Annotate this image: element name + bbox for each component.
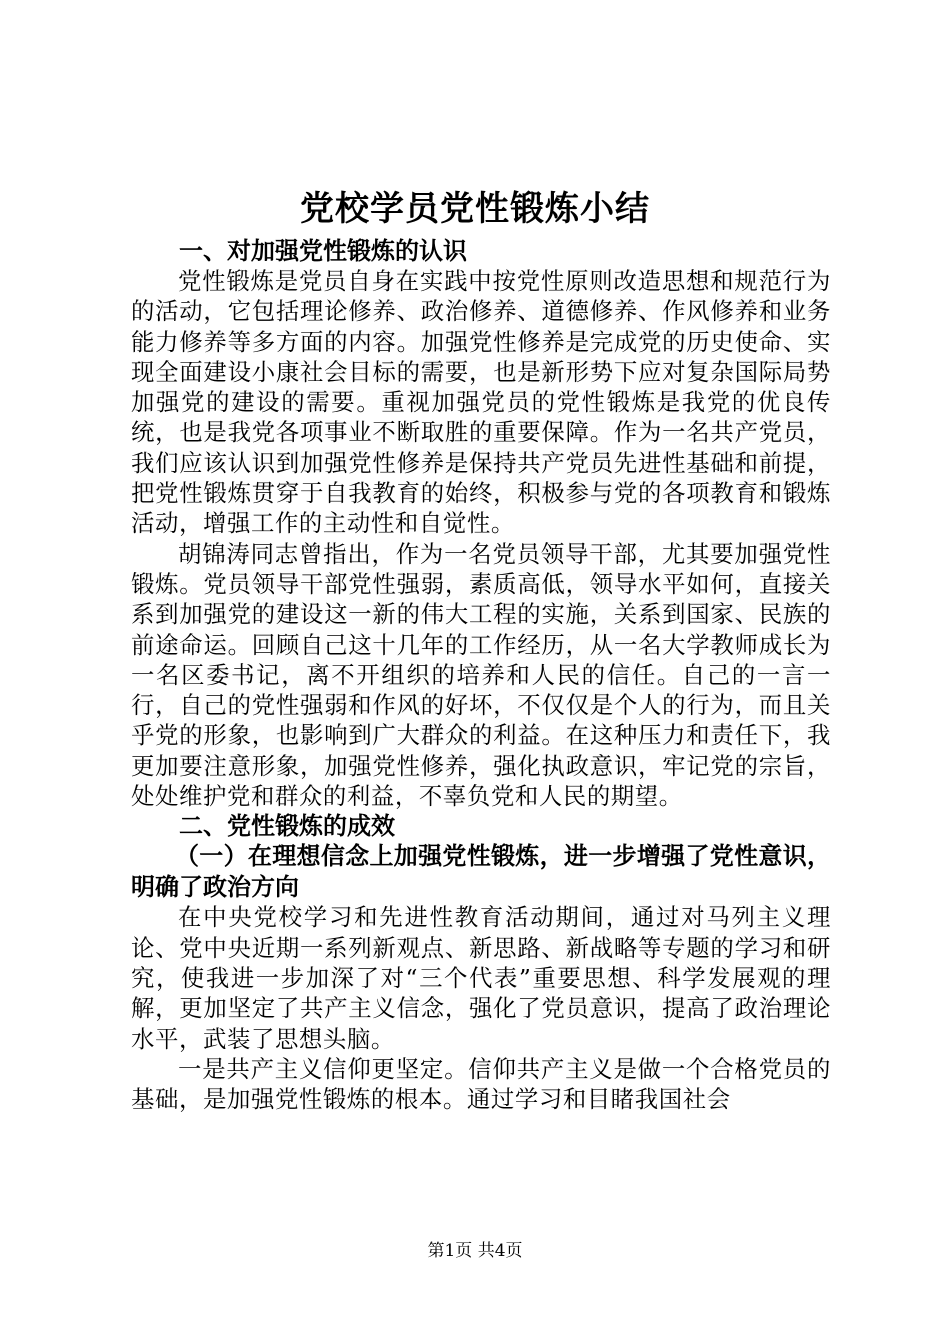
paragraph-4: 一是共产主义信仰更坚定。信仰共产主义是做一个合格党员的基础，是加强党性锻炼的根本。通过学习和目睹我国社会 [131,1054,831,1114]
subsection-heading-1: （一）在理想信念上加强党性锻炼，进一步增强了党性意识，明确了政治方向 [131,842,831,901]
document-body [131,236,831,1114]
section-heading-1: 一、对加强党性锻炼的认识 [179,237,467,265]
document-title: 党校学员党性锻炼小结 [300,189,650,229]
paragraph-1: 党性锻炼是党员自身在实践中按党性原则改造思想和规范行为的活动，它包括理论修养、政治修养、道德修养、作风修养和业务能力修养等多方面的内容。加强党性修养是完成党的历史使命、实现全面建设小康社会目标的需要，也是新形势下应对复杂国际局势加强党的建设的需要。重视加强党员的党性锻炼是我党的优良传统，也是我党各项事业不断取胜的重要保障。作为一名共产党员，我们应该认识到加强党性修养是保持共产党员先进性基础和前提，把党性锻炼贯穿于自我教育的始终，积极参与党的各项教育和锻炼活动，增强工作的主动性和自觉性。 [131,267,831,538]
page-footer: 第1页 共4页 [427,1241,523,1261]
section-heading-2: 二、党性锻炼的成效 [179,812,395,841]
paragraph-3: 在中央党校学习和先进性教育活动期间，通过对马列主义理论、党中央近期一系列新观点、新思路、新战略等专题的学习和研究，使我进一步加深了对“三个代表”重要思想、科学发展观的理解，更加坚定了共产主义信念，强化了党员意识，提高了政治理论水平，武装了思想头脑。 [131,903,831,1053]
paragraph-2: 胡锦涛同志曾指出，作为一名党员领导干部，尤其要加强党性锻炼。党员领导干部党性强弱，素质高低，领导水平如何，直接关系到加强党的建设这一新的伟大工程的实施，关系到国家、民族的前途命运。回顾自己这十几年的工作经历，从一名大学教师成长为一名区委书记，离不开组织的培养和人民的信任。自己的一言一行，自己的党性强弱和作风的好坏，不仅仅是个人的行为，而且关乎党的形象，也影响到广大群众的利益。在这种压力和责任下，我更加要注意形象，加强党性修养，强化执政意识，牢记党的宗旨，处处维护党和群众的利益，不辜负党和人民的期望。 [131,539,831,811]
